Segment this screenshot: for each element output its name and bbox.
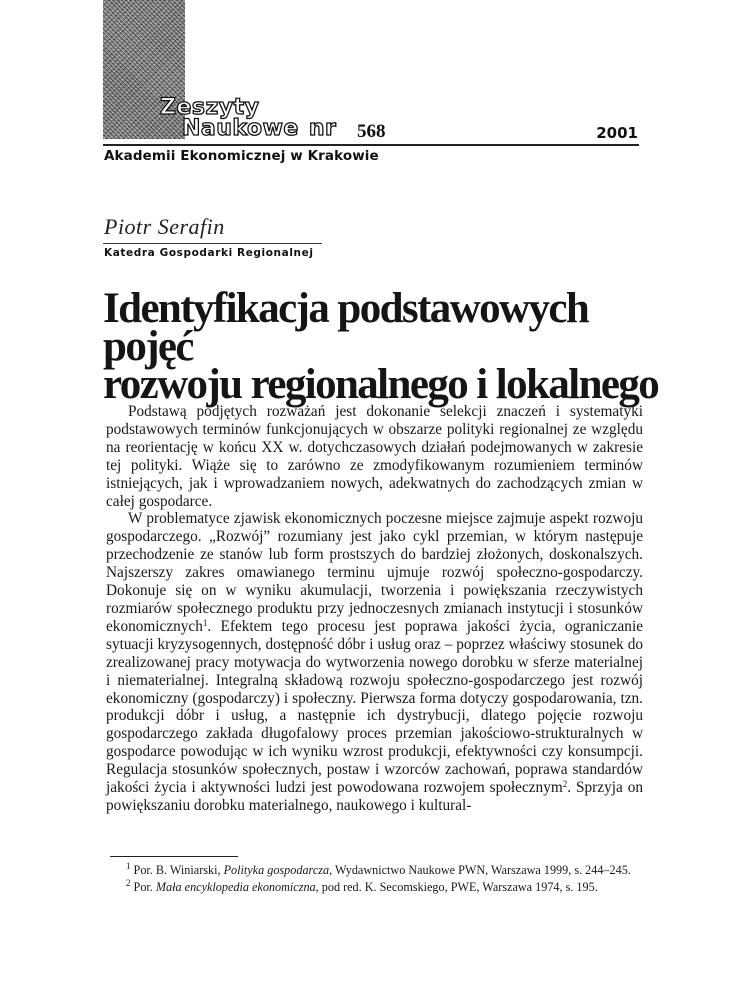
publisher-name: Akademii Ekonomicznej w Krakowie [104,148,379,164]
paragraph-1: Podstawą podjętych rozważań jest dokonanie selekcji znaczeń i systematyki podstawowych terminów funkcjonujących w obszarze polityki regionalnej ze względu na reorientację w końcu XX w. dotychczasowych działań podejmowanych w zakresie tej polityki. Wiąże się to zarówno ze zmodyfikowanym rozumieniem terminów istniejących, jak i wprowadzaniem nowych, adekwatnych do zachodzących zmian w całej gospodarce. [106,403,643,510]
footnote-ref-1[interactable]: 1 [202,617,208,628]
paragraph-2-part3: . Sprzyja on powiększaniu dorobku materialnego, naukowego i kultural- [106,779,643,814]
footnote-2-title: Mała encyklopedia ekonomiczna [155,879,316,894]
article-title-line1: Identyfikacja podstawowych pojęć [103,285,589,370]
footnote-divider [110,856,238,857]
footnote-2 [106,879,642,896]
paragraph-2 [106,510,643,814]
publication-year: 2001 [596,124,638,142]
issue-number: 568 [357,121,386,142]
article-body [106,403,643,815]
footnote-1-prefix: Por. B. Winiarski, [130,863,224,877]
series-name-line1: Zeszyty [160,95,260,120]
article-title [103,285,663,408]
footnote-1 [106,862,642,879]
article-title-line2: rozwoju regionalnego i lokalnego [103,361,659,408]
footnote-2-prefix: Por. [130,879,156,894]
footnote-2-suffix: , pod red. K. Secomskiego, PWE, Warszawa 1974, s. 195. [315,879,598,894]
series-name-line2 [182,117,336,141]
footnote-1-suffix: , Wydawnictwo Naukowe PWN, Warszawa 1999, s. 244–245. [329,863,631,877]
paragraph-2-part1: W problematyce zjawisk ekonomicznych poczesne miejsce zajmuje aspekt rozwoju gospodarczego. „Rozwój” rozumiany jest jako cykl przemian, w którym następuje przechodzenie ze stanów lub form prostszych do bardziej złożonych, doskonalszych. Najszerszy zakres omawianego terminu ujmuje rozwój społeczno-gospodarczy. Dokonuje się on w wyniku akumulacji, tworzenia i powiększania rzeczywistych rozmiarów społecznego produktu przy jednoczesnych zmianach instytucji i stosunków ekonomicznych [106,510,643,635]
footnote-1-number: 1 [126,861,131,871]
footnote-ref-2[interactable]: 2 [562,779,568,790]
author-name: Piotr Serafin [104,214,225,239]
footnote-1-title: Polityka gospodarcza [223,863,330,877]
footnotes [106,862,642,895]
footnote-2-number: 2 [126,877,131,888]
author-department: Katedra Gospodarki Regionalnej [104,247,314,259]
series-nr-label: nr [308,116,337,141]
series-name-naukowe: Naukowe [182,116,299,141]
paragraph-2-part2: . Efektem tego procesu jest poprawa jakości życia, ograniczanie sytuacji kryzysogennych, dostępność dóbr i usług oraz – poprzez właściwy stosunek do zrealizowanej pracy motywacja do wytworzenia nowego dorobku w sferze materialnej i niematerialnej. Integralną składową rozwoju społeczno-gospodarczego jest rozwój ekonomiczny (gospodarczy) i społeczny. Pierwsza forma dotyczy gospodarowania, tzn. produkcji dóbr i usług, a następnie ich dystrybucji, dlatego pojęcie rozwoju gospodarczego zakłada długofalowy proces przemian jakościowo-strukturalnych w gospodarce powodując w ich wyniku wzrost produkcji, efektywności czy konsumpcji. Regulacja stosunków społecznych, postaw i wzorców zachowań, poprawa standardów jakości życia i aktywności ludzi jest powodowana rozwojem społecznym [106,617,643,797]
header-divider [103,144,639,146]
author-divider [103,243,322,244]
